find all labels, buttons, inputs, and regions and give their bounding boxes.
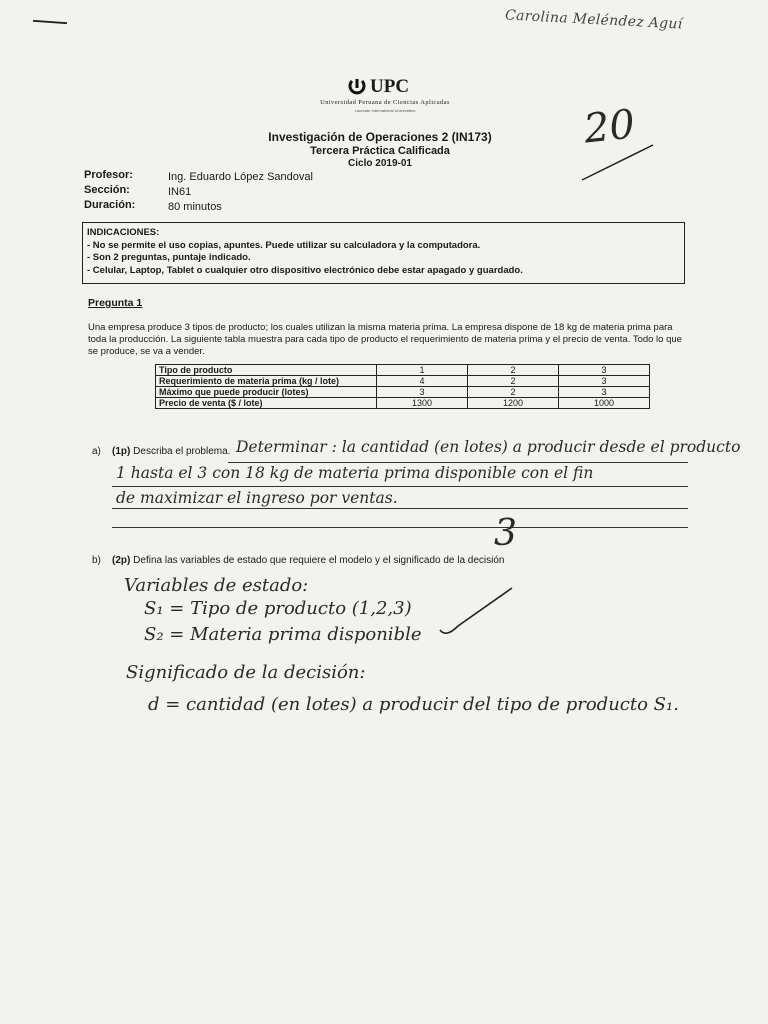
question-title: Pregunta 1	[88, 297, 143, 309]
table-cell: Precio de venta ($ / lote)	[156, 398, 377, 409]
product-table	[155, 364, 650, 409]
duration-label: Duración:	[84, 199, 136, 211]
table-cell: Máximo que puede producir (lotes)	[156, 387, 377, 398]
table-cell: 4	[377, 376, 468, 387]
answer-line	[112, 486, 688, 487]
cycle-title: Ciclo 2019-01	[348, 158, 412, 169]
logo-text: UPC	[370, 76, 410, 97]
upc-logo	[348, 76, 409, 98]
part-a-points: (1p)	[112, 446, 131, 457]
section-value: IN61	[168, 186, 192, 198]
answer-line	[112, 508, 688, 509]
answer-b-line-4: Significado de la decisión:	[126, 662, 366, 683]
question-intro: Una empresa produce 3 tipos de producto; los cuales utilizan la misma materia prima. La empresa dispone de 18 kg de materia prima para toda la producción. La siguiente tabla muestra para cada tipo de producto el requerimiento de materia prima y el precio de venta. Todo lo que se produce, se va a vender.	[88, 322, 682, 357]
table-cell: 3	[559, 387, 650, 398]
duration-value: 80 minutos	[168, 201, 222, 213]
table-row	[156, 398, 650, 409]
table-row	[156, 387, 650, 398]
table-cell: 1	[377, 365, 468, 376]
table-row	[156, 376, 650, 387]
table-cell: 1000	[559, 398, 650, 409]
part-b-text: Defina las variables de estado que requiere el modelo y el significado de la decisión	[133, 555, 505, 566]
table-cell: 1300	[377, 398, 468, 409]
table-cell: 2	[468, 387, 559, 398]
table-cell: 1200	[468, 398, 559, 409]
part-a-prompt	[92, 446, 230, 457]
instructions-title: INDICACIONES:	[87, 227, 160, 238]
pen-mark	[33, 20, 67, 24]
answer-b-line-1: Variables de estado:	[124, 575, 309, 596]
answer-a-line-1: Determinar : la cantidad (en lotes) a producir desde el producto	[236, 438, 741, 456]
table-row	[156, 365, 650, 376]
professor-value: Ing. Eduardo López Sandoval	[168, 171, 313, 183]
table-cell: 2	[468, 365, 559, 376]
table-cell: 3	[559, 376, 650, 387]
handwritten-score: 20	[581, 101, 638, 153]
table-cell: 3	[377, 387, 468, 398]
table-cell: Requerimiento de materia prima (kg / lote)	[156, 376, 377, 387]
check-mark	[436, 582, 516, 638]
answer-b-line-3: S₂ = Materia prima disponible	[144, 624, 422, 645]
student-name: Carolina Meléndez Aguí	[504, 7, 683, 33]
answer-line	[228, 462, 688, 463]
part-a-text: Describa el problema.	[133, 446, 231, 457]
instruction-item: - Son 2 preguntas, puntaje indicado.	[87, 252, 251, 263]
course-title: Investigación de Operaciones 2 (IN173)	[268, 130, 492, 144]
score-underline	[578, 140, 658, 185]
part-a-grade: 3	[494, 513, 517, 554]
part-b-prompt	[92, 555, 505, 566]
upc-emblem-icon	[348, 78, 366, 96]
table-cell: 2	[468, 376, 559, 387]
part-a-letter: a)	[92, 446, 101, 457]
professor-label: Profesor:	[84, 169, 133, 181]
answer-a-line-3: de maximizar el ingreso por ventas.	[116, 489, 398, 507]
answer-b-line-5: d = cantidad (en lotes) a producir del tipo de producto S₁.	[148, 694, 679, 715]
instruction-item: - No se permite el uso copias, apuntes. Puede utilizar su calculadora y la computadora.	[87, 239, 481, 251]
university-name: Universidad Peruana de Ciencias Aplicadas	[320, 99, 450, 106]
answer-b-line-2: S₁ = Tipo de producto (1,2,3)	[144, 598, 412, 619]
instructions-box	[82, 222, 685, 284]
part-b-points: (2p)	[112, 555, 131, 566]
table-cell: Tipo de producto	[156, 365, 377, 376]
section-label: Sección:	[84, 184, 130, 196]
answer-line	[112, 527, 688, 528]
instruction-item: - Celular, Laptop, Tablet o cualquier otro dispositivo electrónico debe estar apagado y guardado.	[87, 264, 523, 276]
part-b-letter: b)	[92, 555, 101, 566]
answer-a-line-2: 1 hasta el 3 con 18 kg de materia prima disponible con el fin	[116, 464, 594, 482]
university-subtitle: Laureate International Universities	[354, 108, 416, 113]
table-cell: 3	[559, 365, 650, 376]
exam-title: Tercera Práctica Calificada	[310, 145, 450, 157]
